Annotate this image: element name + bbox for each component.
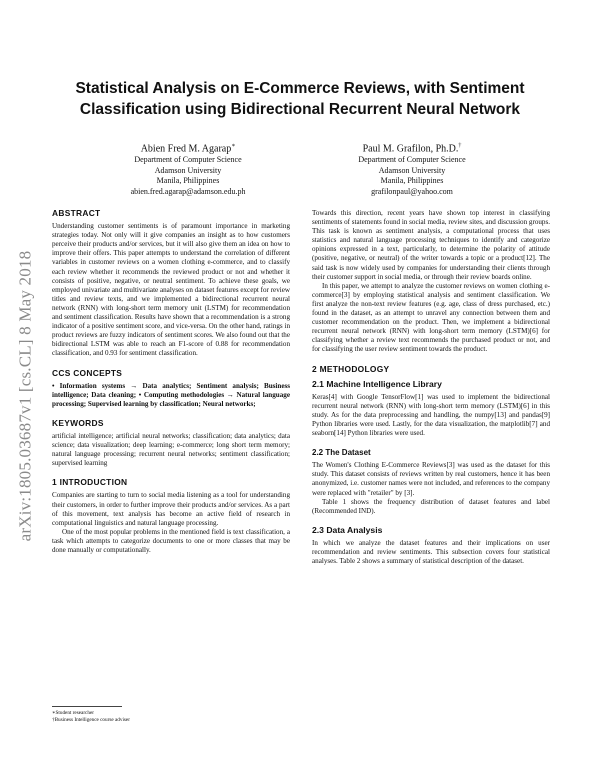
right-column xyxy=(312,209,550,566)
author-block-1 xyxy=(68,140,308,197)
footnote-1: ∗Student researcher xyxy=(52,710,94,716)
keywords-text: artificial intelligence; artificial neural networks; classification; data analytics; data science; data visualization; deep learning; e-commerce; long short term memory; natural language processing; recurrent neural networks; sentiment classification; supervised learning xyxy=(52,431,290,468)
data-analysis-text: In which we analyze the dataset features and their implications on user recommendation and review sentiments. This subsection covers four statistical analyses. Table 2 shows a summary of statistical description of the dataset. xyxy=(312,538,550,566)
data-analysis-heading: 2.3 Data Analysis xyxy=(312,524,383,535)
arxiv-stamp-text: arXiv:1805.03687v1 [cs.CL] 8 May 2018 xyxy=(15,250,35,542)
abstract-text: Understanding customer sentiments is of paramount importance in marketing strategies today. Not only will it give companies an insight as to how customers perceive their products and/or services, but it will also give them an idea on how to improve their offers. This paper attempts to understand the correlation of different variables in customer reviews on a women clothing e-commerce, and to classify each review whether it recommends the reviewed product or not and whether it consists of positive, negative, or neutral sentiment. To achieve these goals, we employed univariate and multivariate analyses on dataset features except for review titles and review texts, and we implemented a bidirectional recurrent neural network (RNN) with long-short term memory unit (LSTM) for recommendation and sentiment classification. Results have shown that a recommendation is a strong indicator of a positive sentiment score, and vice-versa. On the other hand, ratings in product reviews are fuzzy indicators of sentiment scores. We also found out that the bidirectional LSTM was able to reach an F1-score of 0.88 for recommendation classification, and 0.93 for sentiment classification. xyxy=(52,222,290,358)
author-name: Paul M. Grafilon, Ph.D.† xyxy=(362,143,462,155)
author-mark: † xyxy=(458,143,462,149)
mil-heading: 2.1 Machine Intelligence Library xyxy=(312,378,442,389)
author-city: Manila, Philippines xyxy=(380,176,444,186)
left-column xyxy=(52,209,290,555)
author-university: Adamson University xyxy=(378,165,446,175)
footnote-rule xyxy=(52,706,122,707)
author-name: Abien Fred M. Agarap∗ xyxy=(140,143,236,155)
title-line-1: Statistical Analysis on E-Commerce Reviews, with Sentiment xyxy=(75,80,525,97)
footnote-2: †Business Intelligence course adviser xyxy=(52,717,130,723)
author-department: Department of Computer Science xyxy=(134,155,242,165)
title-line-2: Classification using Bidirectional Recurrent Neural Network xyxy=(79,101,521,118)
intro-paragraph-1: Companies are starting to turn to social media listening as a tool for understanding their customers, in order to further improve their products and/or services. As a part of this movement, text analysis has become an active field of research in computational linguistics and natural language processing. xyxy=(52,491,290,527)
paper-title xyxy=(52,78,548,120)
dataset-heading: 2.2 The Dataset xyxy=(312,448,371,458)
arxiv-stamp xyxy=(10,200,40,592)
author-email: abien.fred.agarap@adamson.edu.ph xyxy=(130,186,246,196)
right-paragraph-1: Towards this direction, recent years have shown top interest in classifying sentiments of statements found in social media, review sites, and discussion groups. This task is known as sentiment analysis, a computational process that uses statistics and natural language processing techniques to identify and categorize opinions expressed in a text, particularly, to determine the polarity of attitude (positive, negative, or neutral) of the writer towards a topic or a product[12]. The said task is now widely used by companies for understanding their clients through their customer support in social media, or through their review boards online. xyxy=(312,209,550,281)
mil-text: Keras[4] with Google TensorFlow[1] was used to implement the bidirectional recurrent neural network (RNN) with long-short term memory (LSTM)[6] in this study. As for the data preprocessing and handling, the numpy[13] and pandas[9] Python libraries were used. Lastly, for the data visualization, the matplotlib[7] and seaborn[14] Python libraries were used. xyxy=(312,392,550,438)
author-department: Department of Computer Science xyxy=(358,155,466,165)
intro-paragraph-2: One of the most popular problems in the mentioned field is text classification, a task which attempts to categorize documents to one or more classes that may be done manually or computationally. xyxy=(52,527,290,554)
author-university: Adamson University xyxy=(154,165,222,175)
abstract-heading: ABSTRACT xyxy=(52,208,101,218)
right-paragraph-2: In this paper, we attempt to analyze the customer reviews on women clothing e-commerce[3] by employing statistical analysis and sentiment classification. We first analyze the non-text review features (e.g. age, class of dress purchased, etc.) found in the dataset, as an attempt to unravel any connection between them and customer recommendation on the product. Then, we implement a bidirectional recurrent neural network (RNN) with long-short term memory (LSTM)[6] for classifying whether a review text recommends the purchased product or not, and for classifying the user review sentiment towards the product. xyxy=(312,281,550,354)
author-email: grafilonpaul@yahoo.com xyxy=(371,186,453,196)
author-block-2 xyxy=(292,140,532,197)
intro-heading: 1 INTRODUCTION xyxy=(52,477,128,488)
author-city: Manila, Philippines xyxy=(156,176,220,186)
methodology-heading: 2 METHODOLOGY xyxy=(312,363,390,374)
keywords-heading: KEYWORDS xyxy=(52,417,104,428)
footnotes xyxy=(52,706,290,724)
ccs-text: • Information systems → Data analytics; Sentiment analysis; Business intelligence; Data cleaning; • Computing methodologies → Natural language processing; Supervised learning by classification; Neural networks; xyxy=(52,381,290,408)
dataset-paragraph-1: The Women's Clothing E-Commerce Reviews[3] was used as the dataset for this study. This dataset consists of reviews written by real customers, hence it has been anonymized, i.e. customer names were not included, and references to the company were replaced with "retailer" by [3]. xyxy=(312,461,550,497)
author-mark: ∗ xyxy=(231,143,236,149)
dataset-paragraph-2: Table 1 shows the frequency distribution of dataset features and label (Recommended IND). xyxy=(312,497,550,515)
ccs-heading: CCS CONCEPTS xyxy=(52,367,123,378)
